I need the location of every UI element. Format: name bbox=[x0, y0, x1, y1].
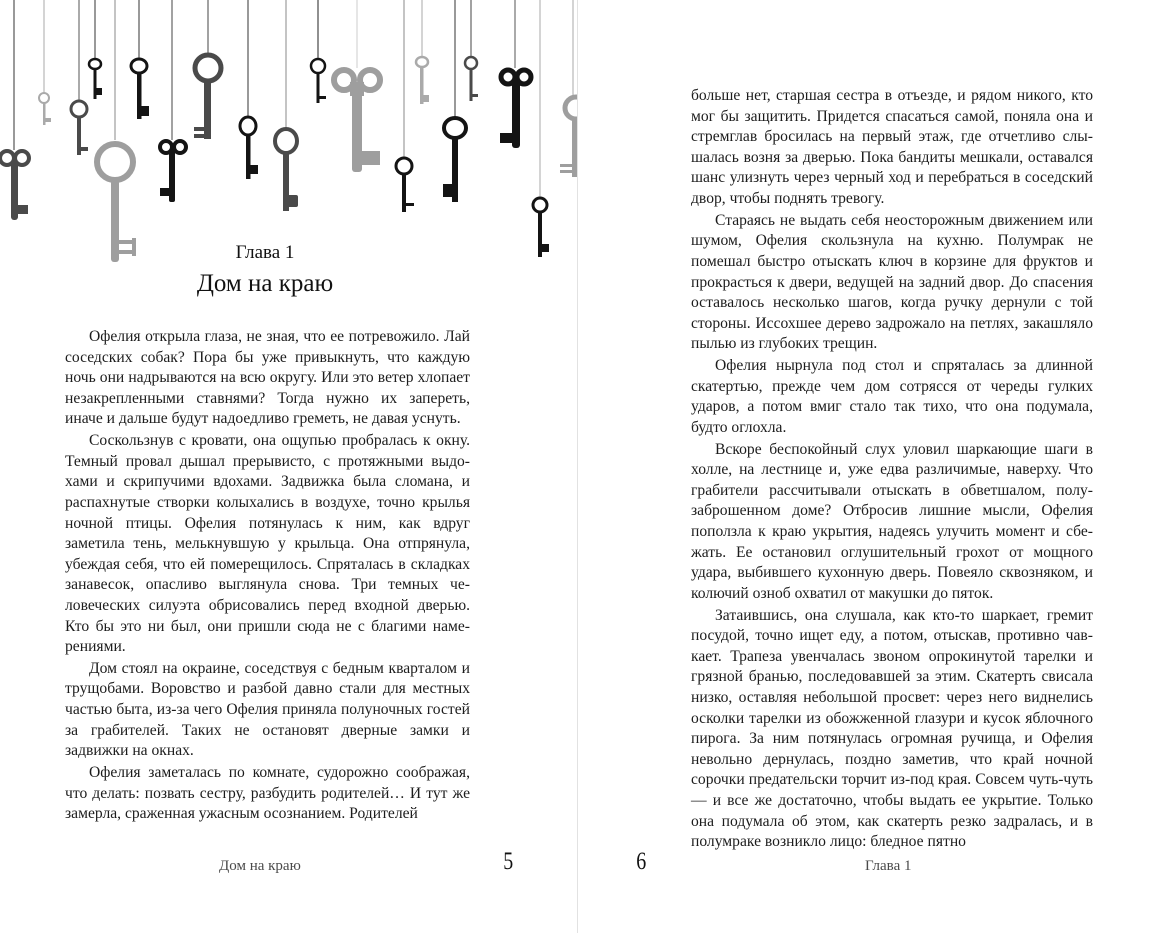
paragraph: Офелия открыла глаза, не зная, что ее потревожило. Лай соседских собак? Пора бы уже привыкнуть, что каждую ночь они надрываются на всю округу. Или это ветер хлопает незакрепленными ставнями? Тогда нужно их запереть, иначе и дальше будут надоедливо греметь, не давая уснуть. bbox=[65, 328, 470, 428]
key-icon bbox=[275, 129, 298, 211]
key-icon bbox=[71, 101, 88, 155]
key-icon bbox=[194, 55, 221, 139]
paragraph: Дом стоял на окраине, соседствуя с бедным кварталом и трущобами. Воровство и разбой давно стали для местных частью быта, из-за чего Офелия приняла полуночных гостей за грабителей. Таких не остановят дверные замки и задвижки на окнах. bbox=[65, 659, 470, 760]
paragraph: Офелия заметалась по комнате, судорожно соображая, что делать: позвать сестру, разбудить родителей… И тут же замерла, сраженная ужасным осознанием. Родителей bbox=[65, 764, 470, 823]
page-number-left: 5 bbox=[503, 848, 514, 875]
chapter-title: Дом на краю bbox=[196, 270, 334, 297]
paragraph: больше нет, старшая сестра в отъезде, и рядом никого, кто мог бы защитить. Придется спасаться самой, поняла она и стремглав бросилась на первый этаж, где отчетливо слышалась возня за дверью. Пока бандиты мешкали, оставался шанс улизнуть через черный ход и перебраться в соседский двор, чтобы поднять тревогу. bbox=[691, 87, 1093, 207]
key-icon bbox=[334, 70, 380, 172]
key-icon bbox=[311, 59, 326, 103]
key-icon bbox=[39, 93, 51, 125]
key-icon bbox=[416, 57, 429, 104]
right-page-body bbox=[691, 86, 1093, 854]
running-head-right: Глава 1 bbox=[865, 858, 912, 874]
key-icon bbox=[131, 59, 149, 119]
paragraph: Соскользнув с кровати, она ощупью пробралась к окну. Темный провал дышал прерывисто, с протяжными выдохами и скрипучими вдохами. Задвижка была сломана, и распахнутые створки колыхались в воздухе, точно крылья ночной птицы. Офелия потянулась к ним, как вдруг заметила тень, мелькнувшую у крыльца. Она отпрянула, убеждая себя, что ей померещилось. Спряталась в складках занавесок, опасливо выглянула снова. Три темных человеческих силуэта обрисовались перед входной дверью. Кто бы это ни был, они пришли сюда не с благими намерениями. bbox=[65, 432, 470, 656]
chapter-label: Глава 1 bbox=[235, 242, 295, 263]
page-number-right: 6 bbox=[636, 848, 647, 875]
key-icon bbox=[0, 151, 29, 220]
paragraph: Затаившись, она слушала, как кто-то шаркает, гремит посудой, точно ищет еду, а потом, отыскав, противно чавкает. Трапеза увенчалась звоном опрокинутой тарелки и грязной бранью, последовавшей за этим. Скатерть свисала низко, оставляя небольшой просвет: через него виднелись осколки тарелки из обожженной глазури и кусок яблочного пирога. За ним потянулась огромная ручища, и Офелия невольно дернулась, поздно заметив, что край ночной сорочки предательски торчит из-под края. Совсем чуть-чуть — и все же достаточно, чтобы выдать ее укрытие. Только она подумала об этом, как скатерть резко задралась, и в полумраке возникло лицо: бледное пятно bbox=[691, 606, 1093, 851]
key-icon bbox=[443, 118, 466, 202]
key-icon bbox=[396, 158, 414, 212]
paragraph: Офелия нырнула под стол и спряталась за длинной скатертью, прежде чем дом сотрясся от череды гулких ударов, а потом вмиг стало так тихо, что она подумала, будто оглохла. bbox=[691, 357, 1093, 436]
key-icon bbox=[160, 141, 186, 202]
key-icon bbox=[240, 117, 258, 179]
paragraph: Вскоре беспокойный слух уловил шаркающие шаги в холле, на лестнице и, уже едва различимые, наверху. Что грабители рассчитывали отыскать в обветшалом, полузаброшенном доме? Отбросив лишние мысли, Офелия поползла к краю укрытия, надеясь улучить момент и сбежать. Ее остановил оглушительный грохот от мощного удара, выбившего кухонную дверь. Повеяло сквозняком, и колючий озноб охватил от макушки до пяток. bbox=[691, 440, 1093, 602]
paragraph: Стараясь не выдать себя неосторожным движением или шумом, Офелия скользнула на кухню. Полумрак не помешал быстро отыскать ключ в корзине для фруктов и прокрасться к двери, ведущей на задний двор. До спасения оставалось несколько шагов, когда ручку дернули с той стороны. Иссохшее дерево задрожало на петлях, закашляло пылью из глубоких трещин. bbox=[691, 211, 1093, 353]
key-icon bbox=[533, 198, 549, 257]
key-icon bbox=[500, 70, 531, 148]
hanging-keys-illustration bbox=[0, 0, 577, 270]
left-page-body bbox=[65, 327, 470, 826]
running-head-left: Дом на краю bbox=[219, 858, 301, 874]
key-icon bbox=[89, 59, 102, 99]
key-icon bbox=[560, 97, 577, 177]
key-icon bbox=[465, 57, 478, 101]
